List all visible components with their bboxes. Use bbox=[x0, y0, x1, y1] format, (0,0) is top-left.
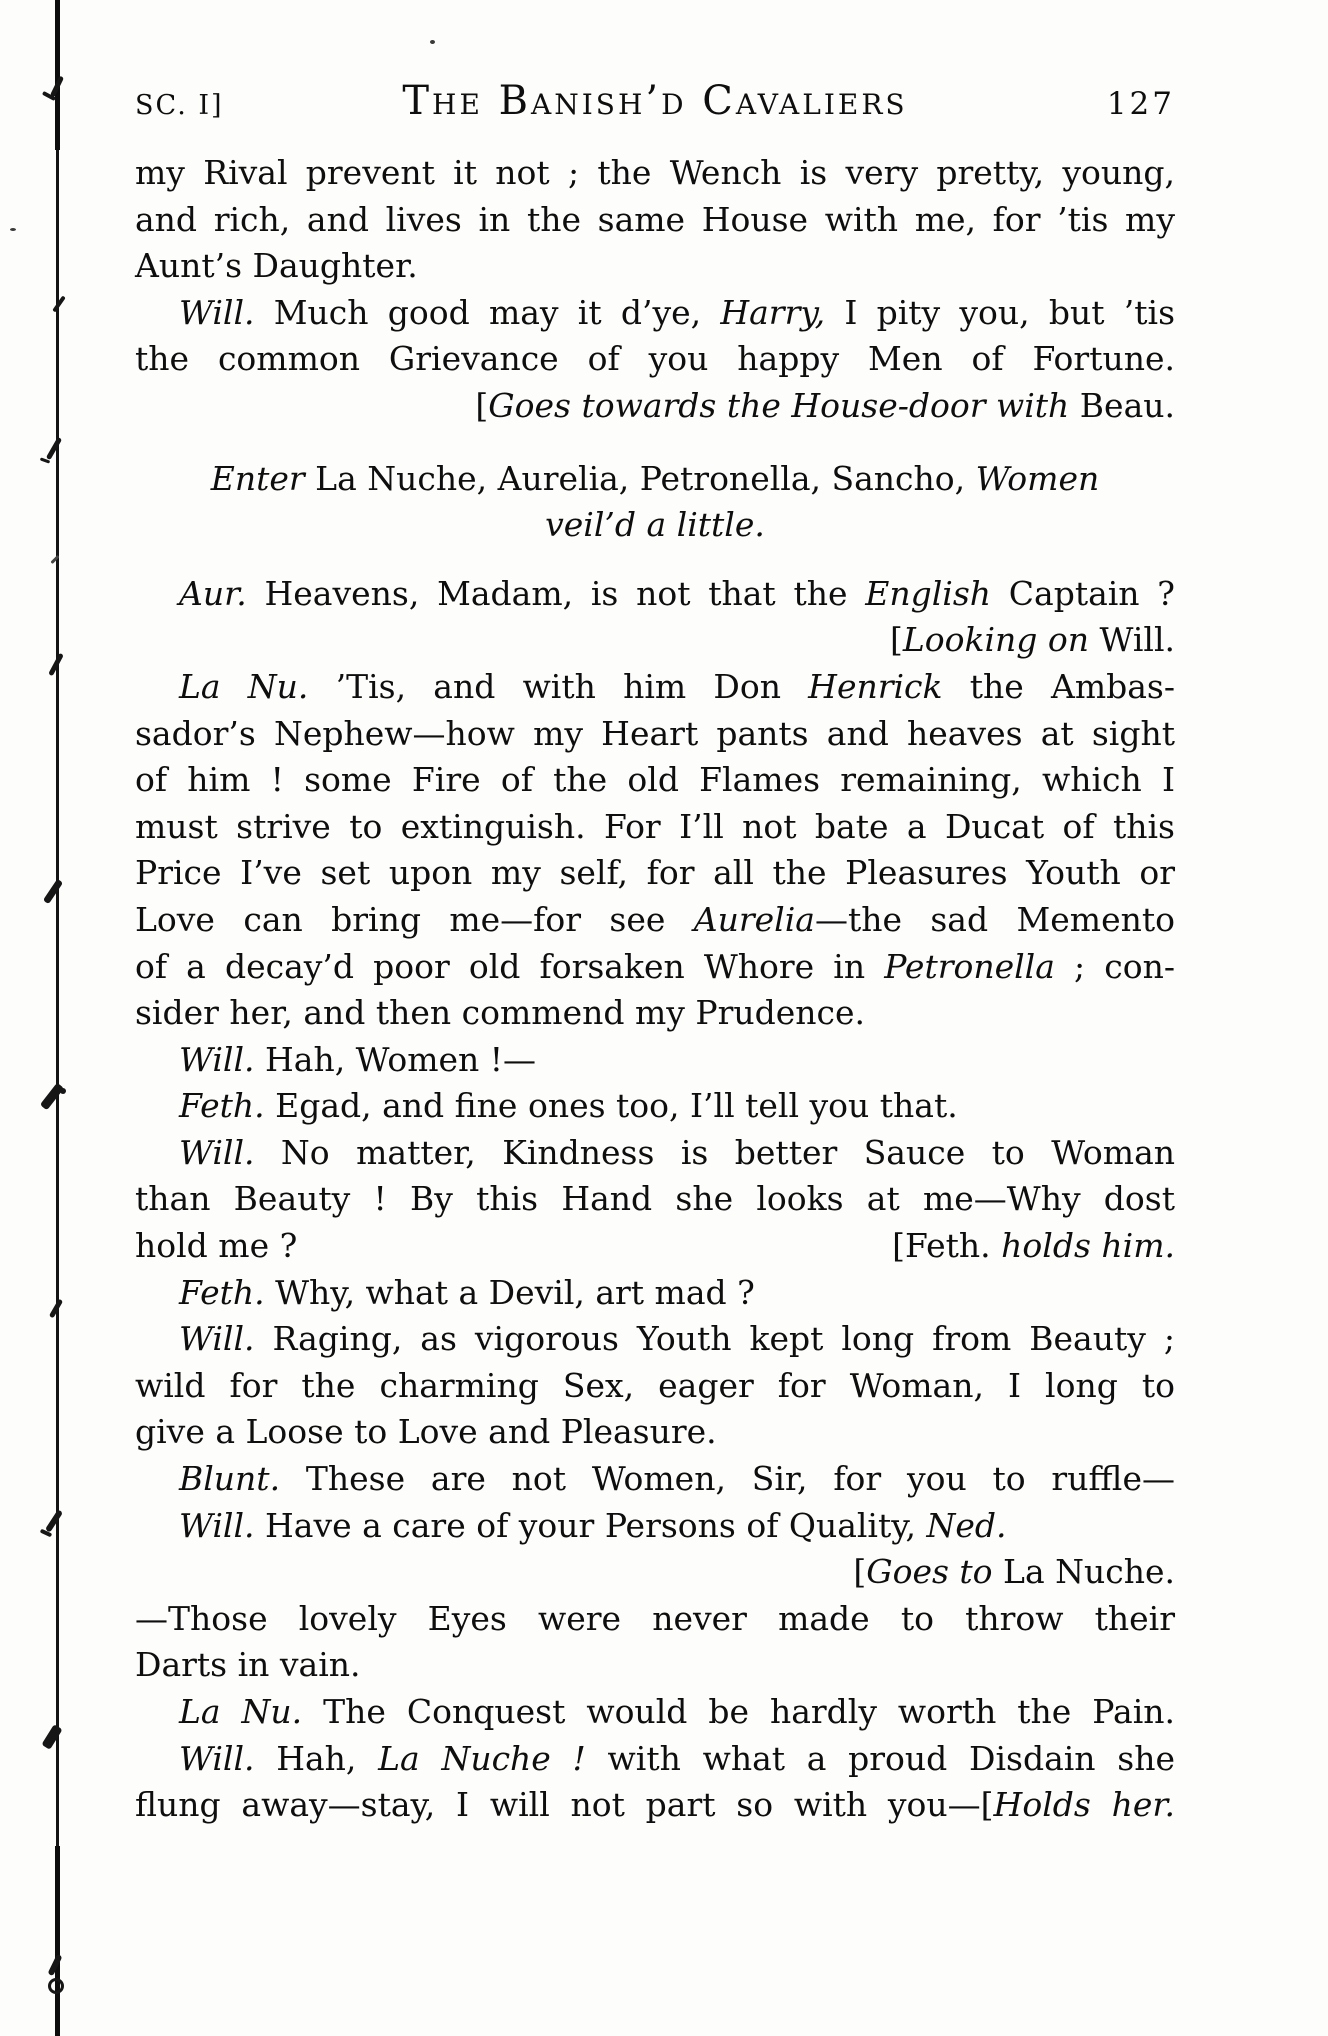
roman-text: La Nuche. bbox=[992, 1552, 1175, 1592]
paper-speck bbox=[430, 40, 435, 44]
roman-text: and rich, and lives in the same House with me, for ’tis my bbox=[135, 199, 1175, 239]
roman-text: of him ! some Fire of the old Flames remaining, which I bbox=[135, 760, 1175, 800]
page-header bbox=[135, 78, 1175, 124]
roman-text: —the sad Memento bbox=[814, 899, 1175, 939]
stage-direction bbox=[135, 383, 1175, 430]
entrance-direction bbox=[135, 456, 1175, 503]
italic-text: Will. bbox=[179, 1039, 255, 1079]
dialogue-line bbox=[135, 1736, 1175, 1783]
roman-text: —Those lovely Eyes were never made to throw their bbox=[135, 1598, 1175, 1638]
dialogue-line bbox=[135, 1316, 1175, 1363]
italic-text: Will. bbox=[179, 1505, 255, 1545]
dialogue-line bbox=[135, 571, 1175, 618]
roman-text: sider her, and then commend my Prudence. bbox=[135, 993, 866, 1033]
dialogue-line bbox=[135, 290, 1175, 337]
dialogue-line bbox=[135, 336, 1175, 383]
ink-mark bbox=[52, 295, 66, 312]
roman-text: must strive to extinguish. For I’ll not bate a Ducat of this bbox=[135, 806, 1175, 846]
italic-text: English bbox=[865, 573, 992, 613]
roman-text: [ bbox=[475, 385, 489, 425]
entrance-direction bbox=[135, 502, 1175, 549]
ink-mark bbox=[40, 1083, 64, 1111]
italic-text: Aur. bbox=[179, 573, 247, 613]
dialogue-line bbox=[135, 243, 1175, 290]
ink-mark bbox=[46, 437, 62, 460]
play-text bbox=[135, 150, 1175, 1829]
dialogue-line bbox=[135, 1130, 1175, 1177]
dialogue-line bbox=[135, 1363, 1175, 1410]
page-number: 127 bbox=[1106, 86, 1175, 122]
running-title: The Banish’d Cavaliers bbox=[402, 78, 908, 124]
ink-mark bbox=[48, 1978, 64, 1994]
dialogue-line-with-direction bbox=[135, 1223, 1175, 1270]
roman-text: [ bbox=[889, 620, 903, 660]
italic-text: Aurelia bbox=[693, 899, 815, 939]
dialogue-line bbox=[135, 1782, 1175, 1829]
paper-speck bbox=[10, 228, 16, 231]
stage-direction bbox=[135, 1549, 1175, 1596]
roman-text: Why, what a Devil, art mad ? bbox=[264, 1272, 755, 1312]
roman-text: hold me ? bbox=[135, 1226, 298, 1266]
italic-text: Feth. bbox=[179, 1086, 265, 1126]
italic-text: La Nu. bbox=[179, 1692, 303, 1731]
roman-text: Raging, as vigorous Youth kept long from Beauty ; bbox=[254, 1319, 1175, 1359]
roman-text: the common Grievance of you happy Men of Fortune. bbox=[135, 339, 1175, 379]
scene-label: SC. I] bbox=[135, 90, 224, 121]
roman-text: Beau. bbox=[1069, 385, 1175, 425]
italic-text: Petronella bbox=[884, 946, 1055, 986]
roman-text: The Conquest would be hardly worth the Pain. bbox=[302, 1692, 1175, 1731]
dialogue-line bbox=[135, 1270, 1175, 1317]
roman-text: No matter, Kindness is better Sauce to Woman bbox=[254, 1132, 1175, 1172]
dialogue-line bbox=[135, 1037, 1175, 1084]
italic-text: Looking on bbox=[902, 620, 1090, 660]
dialogue-line bbox=[135, 1642, 1175, 1689]
italic-text: Holds her. bbox=[993, 1785, 1175, 1825]
dialogue-line bbox=[135, 804, 1175, 851]
dialogue-line bbox=[135, 1596, 1175, 1643]
roman-text: Aunt’s Daughter. bbox=[135, 246, 418, 286]
dialogue-line bbox=[135, 757, 1175, 804]
roman-text: Have a care of your Persons of Quality, bbox=[254, 1505, 927, 1545]
roman-text: Egad, and fine ones too, I’ll tell you that. bbox=[264, 1086, 958, 1126]
roman-text: Love can bring me—for see bbox=[135, 899, 694, 939]
stage-direction bbox=[135, 617, 1175, 664]
dialogue-line bbox=[135, 664, 1175, 711]
dialogue-line bbox=[135, 711, 1175, 758]
line-left-part bbox=[135, 1223, 297, 1270]
roman-text: [Feth. bbox=[892, 1226, 1002, 1266]
roman-text: Will. bbox=[1089, 620, 1175, 660]
italic-text: Harry, bbox=[720, 292, 826, 332]
roman-text: wild for the charming Sex, eager for Woman, I long to bbox=[135, 1365, 1175, 1405]
ink-mark bbox=[45, 1509, 63, 1532]
roman-text: Captain ? bbox=[991, 573, 1176, 613]
roman-text: ’Tis, and with him Don bbox=[308, 666, 809, 706]
roman-text: of a decay’d poor old forsaken Whore in bbox=[135, 946, 885, 986]
italic-text: Blunt. bbox=[179, 1459, 281, 1499]
roman-text: La Nuche, Aurelia, Petronella, Sancho, bbox=[304, 458, 976, 498]
dialogue-line bbox=[135, 1689, 1175, 1736]
italic-text: holds him. bbox=[1001, 1226, 1175, 1266]
roman-text: Hah, Women !— bbox=[254, 1039, 537, 1079]
italic-text: Enter bbox=[210, 458, 305, 498]
dialogue-line bbox=[135, 990, 1175, 1037]
roman-text: flung away—stay, I will not part so with you— bbox=[135, 1785, 981, 1825]
roman-text: Price I’ve set upon my self, for all the Pleasures Youth or bbox=[135, 853, 1175, 893]
roman-text: [ bbox=[853, 1552, 867, 1592]
dialogue-line bbox=[135, 944, 1175, 991]
italic-text: Will. bbox=[179, 1738, 255, 1778]
ink-mark bbox=[60, 1088, 66, 1094]
italic-text: veil’d a little. bbox=[545, 505, 765, 545]
roman-text: [ bbox=[980, 1785, 994, 1825]
roman-text: ; con- bbox=[1054, 946, 1175, 986]
roman-text: give a Loose to Love and Pleasure. bbox=[135, 1412, 717, 1452]
italic-text: Ned. bbox=[926, 1505, 1007, 1545]
roman-text: Darts in vain. bbox=[135, 1645, 361, 1685]
line-right-part bbox=[892, 1223, 1175, 1270]
roman-text: Much good may it d’ye, bbox=[254, 292, 721, 332]
dialogue-line bbox=[135, 150, 1175, 197]
dialogue-line bbox=[135, 1456, 1175, 1503]
roman-text: the Ambas- bbox=[942, 666, 1176, 706]
ink-mark bbox=[41, 1724, 62, 1750]
roman-text: my Rival prevent it not ; the Wench is very pretty, young, bbox=[135, 153, 1175, 192]
italic-text: La Nu. bbox=[179, 666, 309, 706]
italic-text: Will. bbox=[179, 292, 255, 332]
dialogue-line bbox=[135, 1083, 1175, 1130]
italic-text: Henrick bbox=[808, 666, 943, 706]
roman-text: sador’s Nephew—how my Heart pants and heaves at sight bbox=[135, 713, 1175, 753]
roman-text: Hah, bbox=[254, 1738, 379, 1778]
dialogue-line bbox=[135, 1503, 1175, 1550]
ink-mark bbox=[43, 879, 63, 904]
roman-text: These are not Women, Sir, for you to ruffle— bbox=[280, 1459, 1175, 1499]
italic-text: Goes towards the House-door with bbox=[488, 385, 1070, 425]
roman-text: than Beauty ! By this Hand she looks at me—Why dost bbox=[135, 1179, 1175, 1219]
dialogue-line bbox=[135, 850, 1175, 897]
italic-text: La Nuche ! bbox=[378, 1738, 586, 1778]
dialogue-line bbox=[135, 1176, 1175, 1223]
roman-text: with what a proud Disdain she bbox=[585, 1738, 1175, 1778]
roman-text: I pity you, but ’tis bbox=[825, 292, 1176, 332]
italic-text: Goes to bbox=[866, 1552, 993, 1592]
dialogue-line bbox=[135, 897, 1175, 944]
italic-text: Will. bbox=[179, 1132, 255, 1172]
roman-text: Heavens, Madam, is not that the bbox=[246, 573, 866, 613]
dialogue-line bbox=[135, 1409, 1175, 1456]
italic-text: Women bbox=[975, 458, 1100, 498]
italic-text: Will. bbox=[179, 1319, 255, 1359]
italic-text: Feth. bbox=[179, 1272, 265, 1312]
dialogue-line bbox=[135, 197, 1175, 244]
